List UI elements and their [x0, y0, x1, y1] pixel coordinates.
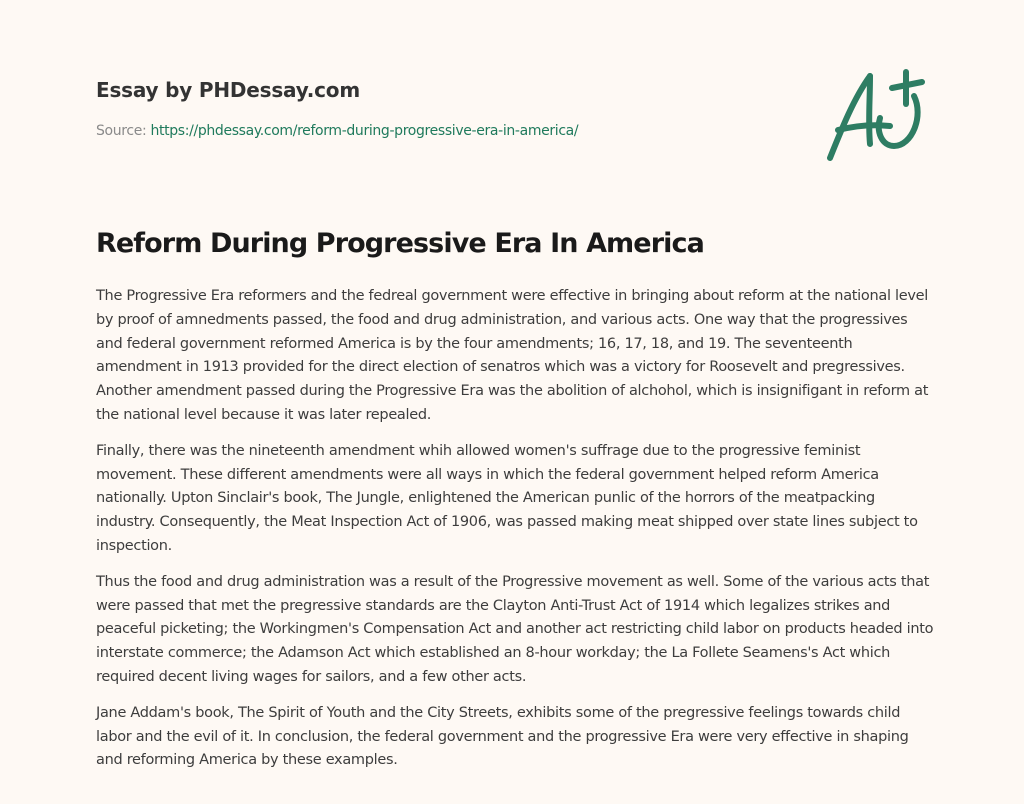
source-line: [96, 121, 796, 141]
essay-paragraph: Jane Addam's book, The Spirit of Youth and the City Streets, exhibits some of the pregressive feelings towards child labor and the evil of it. In conclusion, the federal government and the progressive Era were very effective in shaping and reforming America by these examples.: [96, 704, 909, 769]
essay-paragraph: Finally, there was the nineteenth amendment whih allowed women's suffrage due to the progressive feminist movement. These different amendments were all ways in which the federal government helped reform America nationally. Upton Sinclair's book, The Jungle, enlightened the American punlic of the horrors of the meatpacking industry. Consequently, the Meat Inspection Act of 1906, was passed making meat shipped over state lines subject to inspection.: [96, 442, 918, 554]
site-title: Essay by PHDessay.com: [96, 78, 360, 102]
source-link[interactable]: https://phdessay.com/reform-during-progressive-era-in-america/: [150, 123, 579, 139]
page-header: [96, 76, 796, 141]
a-plus-grade-icon: [820, 66, 930, 166]
essay-body: [96, 285, 936, 785]
source-label: Source:: [96, 123, 147, 139]
essay-paragraph: Thus the food and drug administration was a result of the Progressive movement as well. Some of the various acts that were passed that met the pregressive standards are the Clayton Anti-Trust Act of 1914 which legalizes strikes and peaceful picketing; the Workingmen's Compensation Act and another act restricting child labor on products headed into interstate commerce; the Adamson Act which established an 8-hour workday; the La Follete Seamens's Act which required decent living wages for sailors, and a few other acts.: [96, 573, 934, 685]
essay-title: Reform During Progressive Era In America: [96, 228, 704, 259]
essay-paragraph: The Progressive Era reformers and the fedreal government were effective in bringing about reform at the national level by proof of amnedments passed, the food and drug administration, and various acts. One way that the progressives and federal government reformed America is by the four amendments; 16, 17, 18, and 19. The seventeenth amendment in 1913 provided for the direct election of senatros which was a victory for Roosevelt and pregressives. Another amendment passed during the Progressive Era was the abolition of alchohol, which is insignifigant in reform at the national level because it was later repealed.: [96, 288, 929, 423]
